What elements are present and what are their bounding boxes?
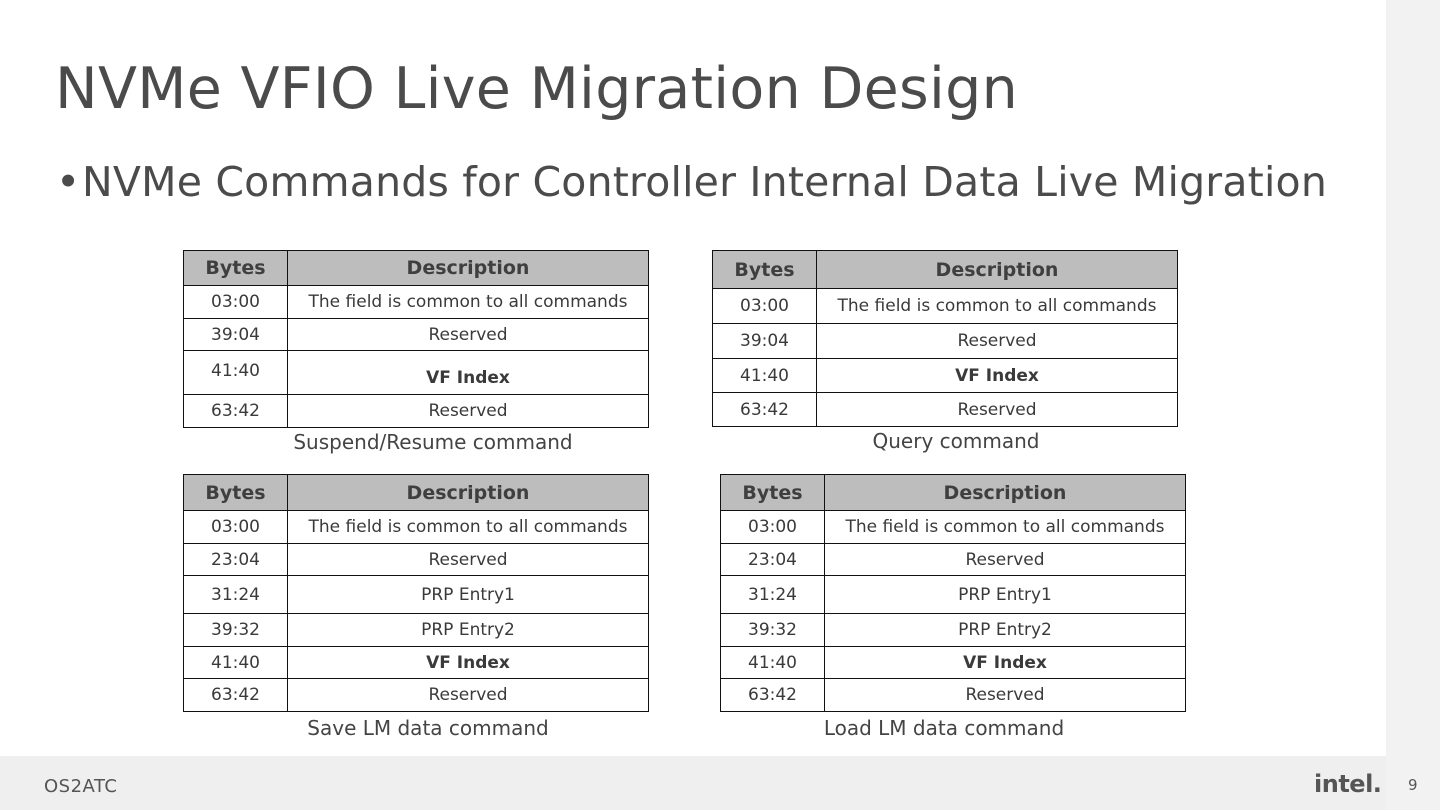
bytes-cell: 63:42 bbox=[184, 395, 288, 428]
header-description: Description bbox=[288, 251, 649, 286]
description-cell: Reserved bbox=[825, 544, 1186, 576]
bullet-text: NVMe Commands for Controller Internal Data Live Migration bbox=[82, 158, 1328, 206]
description-cell: VF Index bbox=[825, 647, 1186, 679]
header-bytes: Bytes bbox=[713, 251, 817, 289]
bytes-cell: 41:40 bbox=[184, 647, 288, 679]
bytes-cell: 31:24 bbox=[721, 576, 825, 614]
table-row bbox=[184, 319, 649, 351]
bytes-cell: 41:40 bbox=[721, 647, 825, 679]
header-bytes: Bytes bbox=[721, 475, 825, 511]
table-row bbox=[721, 576, 1186, 614]
description-cell: The field is common to all commands bbox=[825, 511, 1186, 544]
table-row bbox=[713, 359, 1178, 393]
table-row bbox=[721, 544, 1186, 576]
description-cell: Reserved bbox=[288, 544, 649, 576]
load-lm-table bbox=[720, 474, 1186, 712]
description-cell: The field is common to all commands bbox=[288, 286, 649, 319]
description-cell: VF Index bbox=[288, 351, 649, 395]
bytes-cell: 03:00 bbox=[721, 511, 825, 544]
bullet-dot-icon: • bbox=[56, 158, 81, 206]
description-cell: PRP Entry2 bbox=[288, 614, 649, 647]
bytes-cell: 23:04 bbox=[184, 544, 288, 576]
bytes-cell: 41:40 bbox=[713, 359, 817, 393]
slide-title: NVMe VFIO Live Migration Design bbox=[55, 56, 1019, 122]
description-cell: The field is common to all commands bbox=[288, 511, 649, 544]
bytes-cell: 39:32 bbox=[721, 614, 825, 647]
bytes-cell: 39:04 bbox=[713, 324, 817, 359]
query-caption: Query command bbox=[872, 429, 1040, 453]
intel-logo: intel. bbox=[1314, 770, 1382, 798]
header-bytes: Bytes bbox=[184, 251, 288, 286]
bullet-item bbox=[56, 158, 1327, 206]
save-lm-caption: Save LM data command bbox=[307, 716, 549, 740]
table-row bbox=[721, 511, 1186, 544]
header-bytes: Bytes bbox=[184, 475, 288, 511]
table-row bbox=[713, 393, 1178, 427]
bytes-cell: 23:04 bbox=[721, 544, 825, 576]
table-row bbox=[184, 511, 649, 544]
table-row bbox=[184, 679, 649, 712]
description-cell: The field is common to all commands bbox=[817, 289, 1178, 324]
description-cell: Reserved bbox=[288, 395, 649, 428]
table-row bbox=[184, 286, 649, 319]
bytes-cell: 63:42 bbox=[721, 679, 825, 712]
description-cell: Reserved bbox=[817, 393, 1178, 427]
table-row bbox=[184, 647, 649, 679]
footer-bar bbox=[0, 756, 1386, 810]
bytes-cell: 03:00 bbox=[184, 511, 288, 544]
bytes-cell: 03:00 bbox=[713, 289, 817, 324]
footer-label: OS2ATC bbox=[44, 776, 118, 797]
query-table bbox=[712, 250, 1178, 427]
header-description: Description bbox=[817, 251, 1178, 289]
bytes-cell: 03:00 bbox=[184, 286, 288, 319]
bytes-cell: 39:32 bbox=[184, 614, 288, 647]
description-cell: VF Index bbox=[288, 647, 649, 679]
table-row bbox=[713, 289, 1178, 324]
table-row bbox=[184, 576, 649, 614]
bytes-cell: 63:42 bbox=[713, 393, 817, 427]
bytes-cell: 63:42 bbox=[184, 679, 288, 712]
description-cell: VF Index bbox=[817, 359, 1178, 393]
description-cell: PRP Entry1 bbox=[288, 576, 649, 614]
description-cell: Reserved bbox=[288, 679, 649, 712]
description-cell: PRP Entry2 bbox=[825, 614, 1186, 647]
header-description: Description bbox=[288, 475, 649, 511]
bytes-cell: 39:04 bbox=[184, 319, 288, 351]
side-strip bbox=[1386, 0, 1440, 810]
suspend-resume-caption: Suspend/Resume command bbox=[293, 430, 573, 454]
suspend-resume-table bbox=[183, 250, 649, 428]
table-row bbox=[184, 614, 649, 647]
table-row bbox=[721, 679, 1186, 712]
bytes-cell: 31:24 bbox=[184, 576, 288, 614]
table-row bbox=[721, 614, 1186, 647]
header-description: Description bbox=[825, 475, 1186, 511]
page-number: 9 bbox=[1408, 776, 1418, 794]
description-cell: PRP Entry1 bbox=[825, 576, 1186, 614]
description-cell: Reserved bbox=[825, 679, 1186, 712]
load-lm-caption: Load LM data command bbox=[823, 716, 1065, 740]
table-row bbox=[713, 324, 1178, 359]
save-lm-table bbox=[183, 474, 649, 712]
table-row bbox=[184, 351, 649, 395]
bytes-cell: 41:40 bbox=[184, 351, 288, 395]
description-cell: Reserved bbox=[288, 319, 649, 351]
description-cell: Reserved bbox=[817, 324, 1178, 359]
table-row bbox=[721, 647, 1186, 679]
table-row bbox=[184, 544, 649, 576]
table-row bbox=[184, 395, 649, 428]
